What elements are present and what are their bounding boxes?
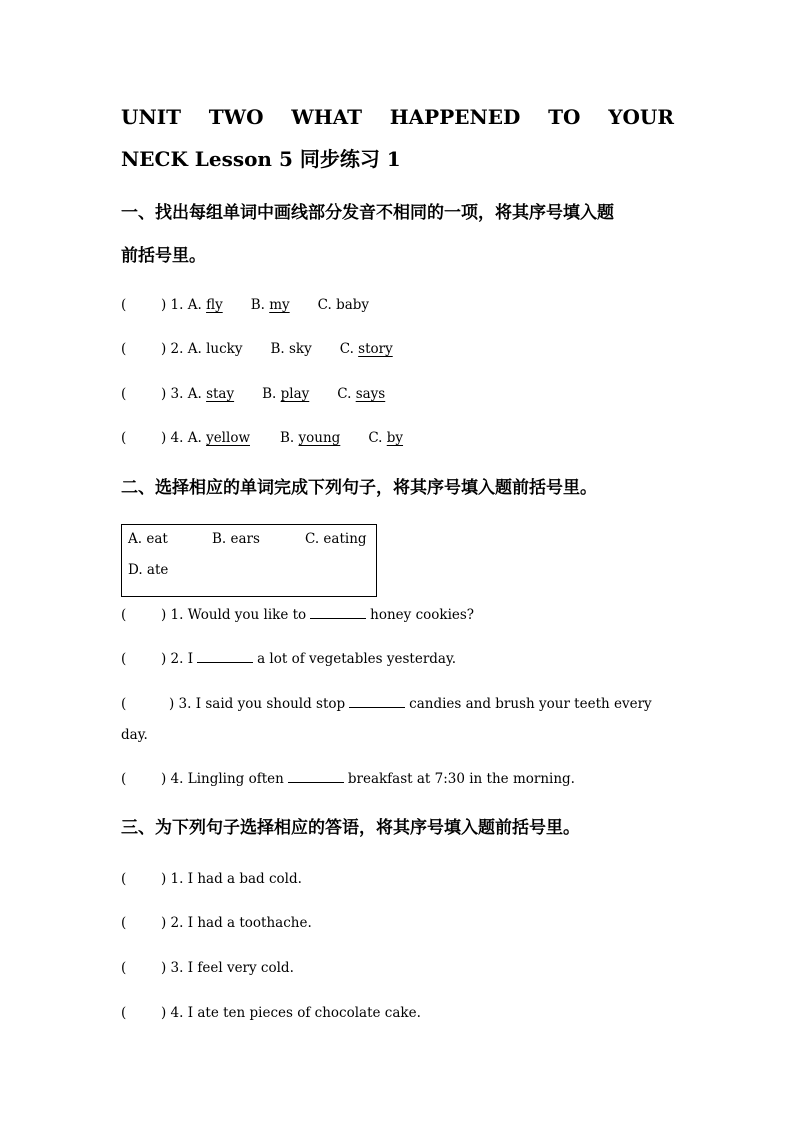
option-a: lucky bbox=[206, 341, 243, 357]
option-a: yellow bbox=[206, 430, 250, 446]
part3-item: ( ) 3. I feel very cold. bbox=[121, 960, 294, 976]
word-option: C. eating bbox=[305, 531, 367, 547]
fill-blank[interactable] bbox=[349, 695, 405, 708]
part1-item: ( ) 4. A. yellow B. young C. by bbox=[121, 430, 404, 446]
title-word: TWO bbox=[208, 105, 264, 129]
part3-item: ( ) 2. I had a toothache. bbox=[121, 915, 312, 931]
option-c: baby bbox=[336, 297, 370, 313]
answer-paren[interactable]: ( bbox=[121, 341, 127, 357]
title-word: TO bbox=[548, 105, 581, 129]
fill-blank[interactable] bbox=[310, 606, 366, 619]
answer-paren[interactable]: ( bbox=[121, 386, 127, 402]
part2-item: ( ) 1. Would you like to honey cookies? bbox=[121, 607, 475, 623]
part1-item: ( ) 3. A. stay B. play C. says bbox=[121, 386, 386, 402]
option-b: young bbox=[298, 430, 341, 446]
part2-item: ( ) 4. Lingling often breakfast at 7:30 in the morning. bbox=[121, 771, 575, 787]
word-option: D. ate bbox=[128, 562, 169, 578]
part3-item: ( ) 1. I had a bad cold. bbox=[121, 871, 302, 887]
part1-heading-line1: 一、找出每组单词中画线部分发音不相同的一项，将其序号填入题 bbox=[121, 203, 614, 223]
option-c: says bbox=[355, 386, 386, 402]
part2-heading: 二、选择相应的单词完成下列句子，将其序号填入题前括号里。 bbox=[121, 478, 597, 498]
answer-paren[interactable]: ( bbox=[121, 1005, 127, 1021]
part1-item: ( ) 1. A. fly B. my C. baby bbox=[121, 297, 370, 313]
part1-heading-line2: 前括号里。 bbox=[121, 246, 206, 266]
answer-paren[interactable]: ( bbox=[121, 960, 127, 976]
option-a: fly bbox=[206, 297, 223, 313]
title-word: UNIT bbox=[121, 105, 181, 129]
option-b: sky bbox=[288, 341, 312, 357]
fill-blank[interactable] bbox=[288, 770, 344, 783]
title-line-2: NECK Lesson 5 同步练习 1 bbox=[121, 147, 401, 171]
worksheet-title bbox=[121, 96, 674, 180]
part1-heading bbox=[121, 193, 681, 277]
answer-paren[interactable]: ( bbox=[121, 607, 127, 623]
answer-paren[interactable]: ( bbox=[121, 696, 127, 712]
part1-item: ( ) 2. A. lucky B. sky C. story bbox=[121, 341, 393, 357]
word-bank-box bbox=[121, 524, 377, 597]
title-word: HAPPENED bbox=[389, 105, 521, 129]
fill-blank[interactable] bbox=[197, 650, 253, 663]
word-option: A. eat bbox=[128, 531, 168, 547]
part2-item-continued: day. bbox=[121, 727, 148, 743]
option-b: my bbox=[269, 297, 290, 313]
part3-heading: 三、为下列句子选择相应的答语，将其序号填入题前括号里。 bbox=[121, 818, 580, 838]
answer-paren[interactable]: ( bbox=[121, 430, 127, 446]
option-c: story bbox=[358, 341, 393, 357]
part2-item: ( ) 3. I said you should stop candies and brush your teeth every bbox=[121, 696, 652, 712]
option-c: by bbox=[386, 430, 404, 446]
part2-item: ( ) 2. I a lot of vegetables yesterday. bbox=[121, 651, 457, 667]
option-b: play bbox=[280, 386, 310, 402]
answer-paren[interactable]: ( bbox=[121, 771, 127, 787]
option-a: stay bbox=[206, 386, 235, 402]
answer-paren[interactable]: ( bbox=[121, 297, 127, 313]
title-word: WHAT bbox=[291, 105, 362, 129]
answer-paren[interactable]: ( bbox=[121, 871, 127, 887]
answer-paren[interactable]: ( bbox=[121, 915, 127, 931]
word-option: B. ears bbox=[212, 531, 260, 547]
part3-item: ( ) 4. I ate ten pieces of chocolate cake. bbox=[121, 1005, 421, 1021]
title-line-1 bbox=[121, 96, 674, 138]
title-word: YOUR bbox=[608, 105, 674, 129]
answer-paren[interactable]: ( bbox=[121, 651, 127, 667]
